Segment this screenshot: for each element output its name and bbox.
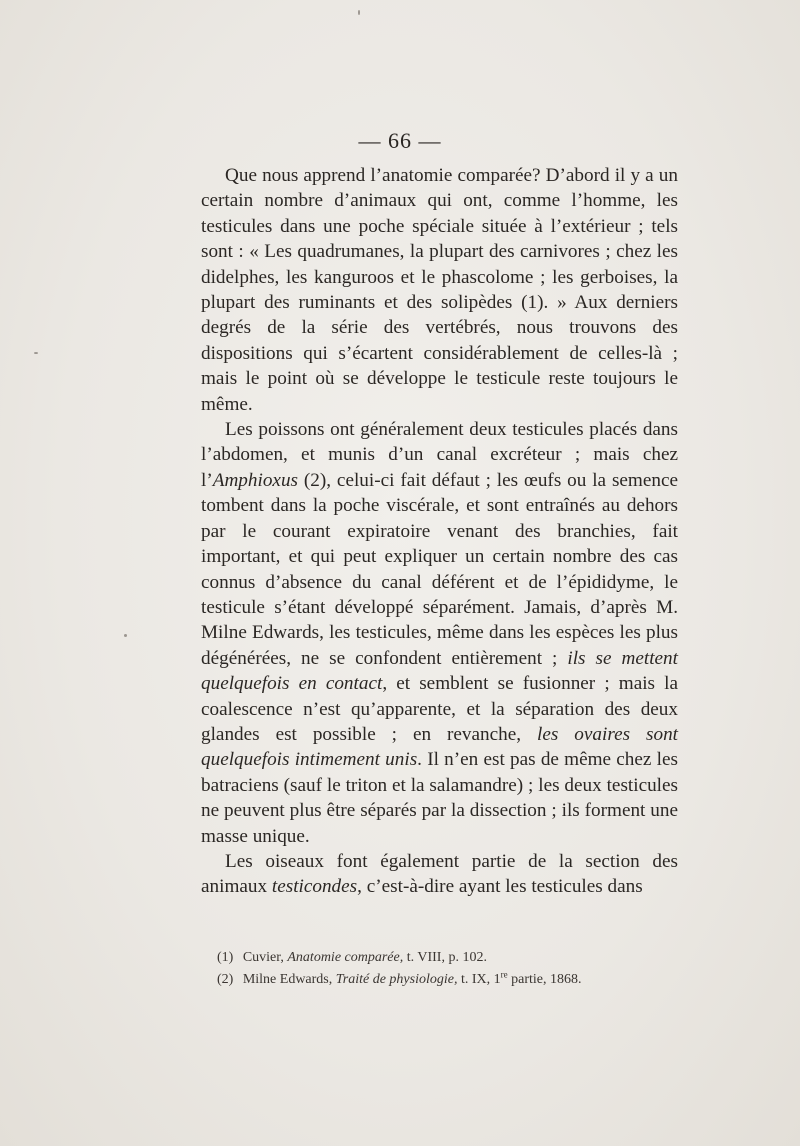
body-text	[201, 163, 678, 900]
text-run: Les oiseaux font également partie de la section des animaux	[201, 850, 678, 898]
footnote-reference: t. VIII, p. 102.	[406, 950, 487, 965]
text-run: , et semblent se fusionner ; mais la coalescence n’est qu’apparente, et la séparation des deux glandes est possible ; en revanche,	[201, 673, 678, 745]
italic-text: les ovaires sont quelquefois intimement unis	[201, 723, 678, 771]
paragraph	[201, 417, 678, 849]
paper-speck	[358, 10, 360, 15]
text-run: (2), celui-ci fait défaut ; les œufs ou la semence tombent dans la poche viscérale, et sont entraînés au dehors par le courant expiratoire venant des branchies, fait important, et qui peut expliquer un certain nombre des cas connus d’absence du canal déférent et de l’épididyme, le testicule s’étant développé séparément. Jamais, d’après M. Milne Edwards, les testicules, même dans les espèces les plus dégénérées, ne se confondent entièrement ;	[201, 469, 678, 669]
text-run: . Il n’en est pas de même chez les batraciens (sauf le triton et la salamandre) ; les deux testicules ne peuvent plus être séparés par la dissection ; ils forment une masse unique.	[201, 749, 678, 847]
paragraph	[201, 849, 678, 900]
footnote-reference: t. IX, 1	[460, 972, 501, 987]
footnotes	[217, 947, 687, 991]
paper-speck	[124, 634, 127, 637]
footnote-superscript: re	[500, 969, 508, 980]
footnote-reference-end: partie, 1868.	[507, 972, 582, 987]
text-run: Les poissons ont généralement deux testicules placés dans l’abdomen, et munis d’un canal excréteur ; mais chez l’	[201, 419, 678, 491]
footnote-author: Milne Edwards,	[242, 972, 333, 987]
text-run: , c’est-à-dire ayant les testicules dans	[357, 876, 643, 898]
italic-text: ils se mettent quelquefois en contact	[201, 647, 678, 695]
italic-text: testicondes	[271, 876, 358, 898]
footnote-author: Cuvier,	[242, 950, 284, 965]
footnote-1	[217, 947, 687, 969]
paper-speck	[34, 352, 38, 354]
page-number: — 66 —	[358, 128, 442, 153]
footnote-marker: (2)	[217, 972, 234, 987]
footnote-title: Anatomie comparée,	[287, 950, 404, 965]
footnote-2	[217, 969, 687, 991]
footnote-title: Traité de physiologie,	[335, 972, 458, 987]
text-run: Que nous apprend l’anatomie comparée? D’abord il y a un certain nombre d’animaux qui ont, comme l’homme, les testicules dans une poche spéciale située à l’extérieur ; tels sont : « Les quadrumanes, la plupart des carnivores ; chez les didelphes, les kanguroos et le phascolome ; les gerboises, la plupart des ruminants et des solipèdes (1). » Aux derniers degrés de la série des vertébrés, nous trouvons des dispositions qui s’écartent considérablement de celles-là ; mais le point où se développe le testicule reste toujours le même.	[201, 165, 678, 415]
paragraph	[201, 163, 678, 417]
italic-text: Amphioxus	[212, 469, 299, 491]
footnote-marker: (1)	[217, 950, 234, 965]
